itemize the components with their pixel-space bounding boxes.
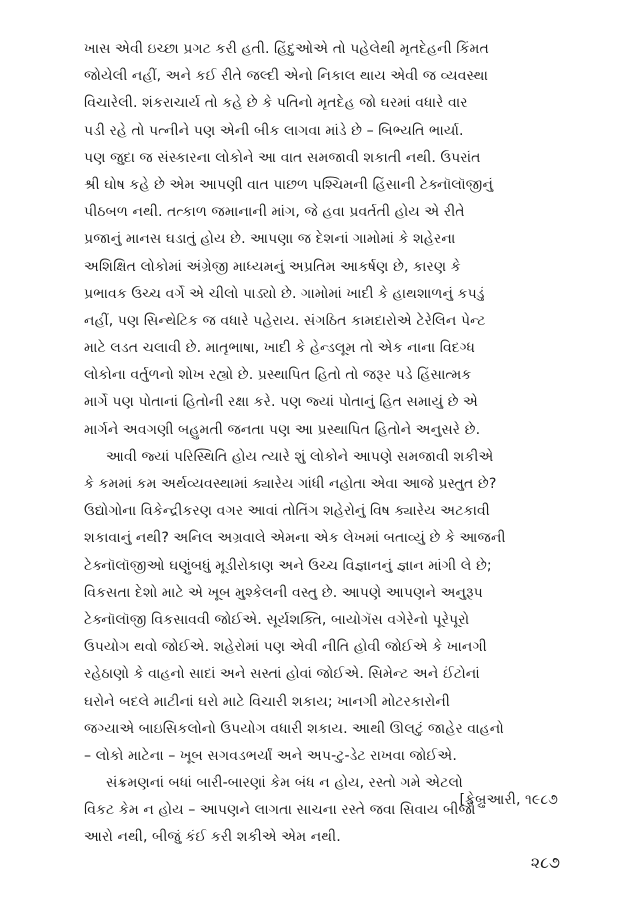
text-line: લોકોના વર્તુળનો શોખ રહ્યો છે. પ્રસ્થાપિત હિતો તો જરૂર પડે હિંસાત્મક	[84, 367, 472, 384]
text-line: વિચારેલી. શંકરાચાર્ય તો કહે છે કે પતિનો મૃતદેહ જો ઘરમાં વધારે વાર	[84, 95, 468, 112]
text-line: પ્રજાનું માનસ ઘડાતું હોય છે. આપણા જ દેશનાં ગામોમાં કે શહેરના	[84, 231, 456, 248]
text-line: ઉપયોગ થવો જોઈએ. શહેરોમાં પણ એવી નીતિ હોવી જોઈએ કે ખાનગી	[84, 639, 487, 656]
paragraph-start-line: આવી જ્યાં પરિસ્થિતિ હોય ત્યારે શું લોકોને આપણે સમજાવી શકીએ	[106, 448, 494, 465]
text-line: – લોકો માટેના – ખૂબ સગવડભર્યાં અને અપ-ટુ-ડેટ રાખવા જોઈએ.	[84, 747, 457, 764]
text-line: ટેક્નૉલૉજીઓ ઘણુંબધું મૂડીરોકાણ અને ઉચ્ચ વિજ્ઞાનનું જ્ઞાન માંગી લે છે;	[84, 557, 492, 574]
text-line: અશિક્ષિત લોકોમાં અંગ્રેજી માધ્યમનું અપ્રતિમ આકર્ષણ છે, કારણ કે	[84, 258, 461, 275]
text-line: શ્રી ઘોષ કહે છે એમ આપણી વાત પાછળ પશ્ચિમની હિંસાની ટેક્નૉલૉજીનું	[84, 176, 494, 193]
text-line: ઘરોને બદલે માટીનાં ઘરો માટે વિચારી શકાય; ખાનગી મોટરકારોની	[84, 693, 450, 710]
text-line: વિકસતા દેશો માટે એ ખૂબ મુશ્કેલની વસ્તુ છે. આપણે આપણને અનુરૂપ	[84, 584, 483, 601]
text-line: શકાવાનું નથી? અનિલ અગ્રવાલે એમના એક લેખમાં બતાવ્યું છે કે આજની	[84, 530, 506, 547]
text-line: કે કમમાં કમ અર્થવ્યવસ્થામાં ક્યારેય ગાંધી નહોતા એવા આજે પ્રસ્તુત છે?	[84, 476, 497, 492]
text-line: પીઠબળ નથી. તત્કાળ જમાનાની માંગ, જે હવા પ્રવર્તતી હોય એ રીતે	[84, 204, 465, 221]
text-line: જગ્યાએ બાઇસિકલોનો ઉપયોગ વધારી શકાય. આથી ઊલટું જાહેર વાહનો	[84, 720, 504, 737]
text-line: રહેઠાણો કે વાહનો સાદાં અને સસ્તાં હોવાં જોઈએ. સિમેન્ટ અને ઈંટોનાં	[84, 666, 480, 683]
paragraph-start-line: સંક્રમણનાં બધાં બારી-બારણાં કેમ બંધ ન હોય, રસ્તો ગમે એટલો	[106, 775, 463, 792]
text-line: પ્રભાવક ઉચ્ચ વર્ગે એ ચીલો પાડ્યો છે. ગામોમાં ખાદી કે હાથશાળનું કપડું	[84, 285, 485, 302]
text-line: નહીં, પણ સિન્થેટિક જ વધારે પહેરાય. સંગઠિત કામદારોએ ટેરેલિન પેન્ટ	[84, 312, 486, 329]
page-number: ૨૮૭	[530, 853, 560, 872]
text-line: આરો નથી, બીજું કંઈ કરી શકીએ એમ નથી.	[84, 829, 341, 846]
text-line: જોયેલી નહીં, અને કઈ રીતે જલ્દી એનો નિકાલ થાય એવી જ વ્યવસ્થા	[84, 68, 488, 85]
text-line: માર્ગે પણ પોતાનાં હિતોની રક્ષા કરે. પણ જ્યાં પોતાનું હિત સમાયું છે એ	[84, 394, 479, 411]
text-line: વિકટ કેમ ન હોય – આપણને લાગતા સાચના રસ્તે જવા સિવાય બીજો	[84, 802, 476, 819]
body-text	[84, 36, 558, 852]
text-line: ટેક્નૉલૉજી વિકસાવવી જોઈએ. સૂર્યશક્તિ, બાયોગૅસ વગેરેનો પૂરેપૂરો	[84, 611, 470, 628]
text-line: માટે લડત ચલાવી છે. માતૃભાષા, ખાદી કે હેન્ડલૂમ તો એક નાના વિદગ્ધ	[84, 340, 476, 357]
dateline: [ફેબ્રુઆરી, ૧૯૮૭	[459, 792, 558, 808]
text-line: ઉદ્યોગોના વિકેન્દ્રીકરણ વગર આવાં તોતિંગ શહેરોનું વિષ ક્યારેય અટકાવી	[84, 503, 490, 520]
text-line: પડી રહે તો પત્નીને પણ એની બીક લાગવા માંડે છે – બિભ્યતિ ભાર્યા.	[84, 122, 464, 139]
text-line: માર્ગને અવગણી બહુમતી જનતા પણ આ પ્રસ્થાપિત હિતોને અનુસરે છે.	[84, 421, 481, 438]
text-line: પણ જુદા જ સંસ્કારના લોકોને આ વાત સમજાવી શકાતી નથી. ઉપરાંત	[84, 149, 481, 166]
text-line: ખાસ એવી ઇચ્છા પ્રગટ કરી હતી. હિંદુઓએ તો પહેલેથી મૃતદેહની કિંમત	[84, 41, 489, 57]
